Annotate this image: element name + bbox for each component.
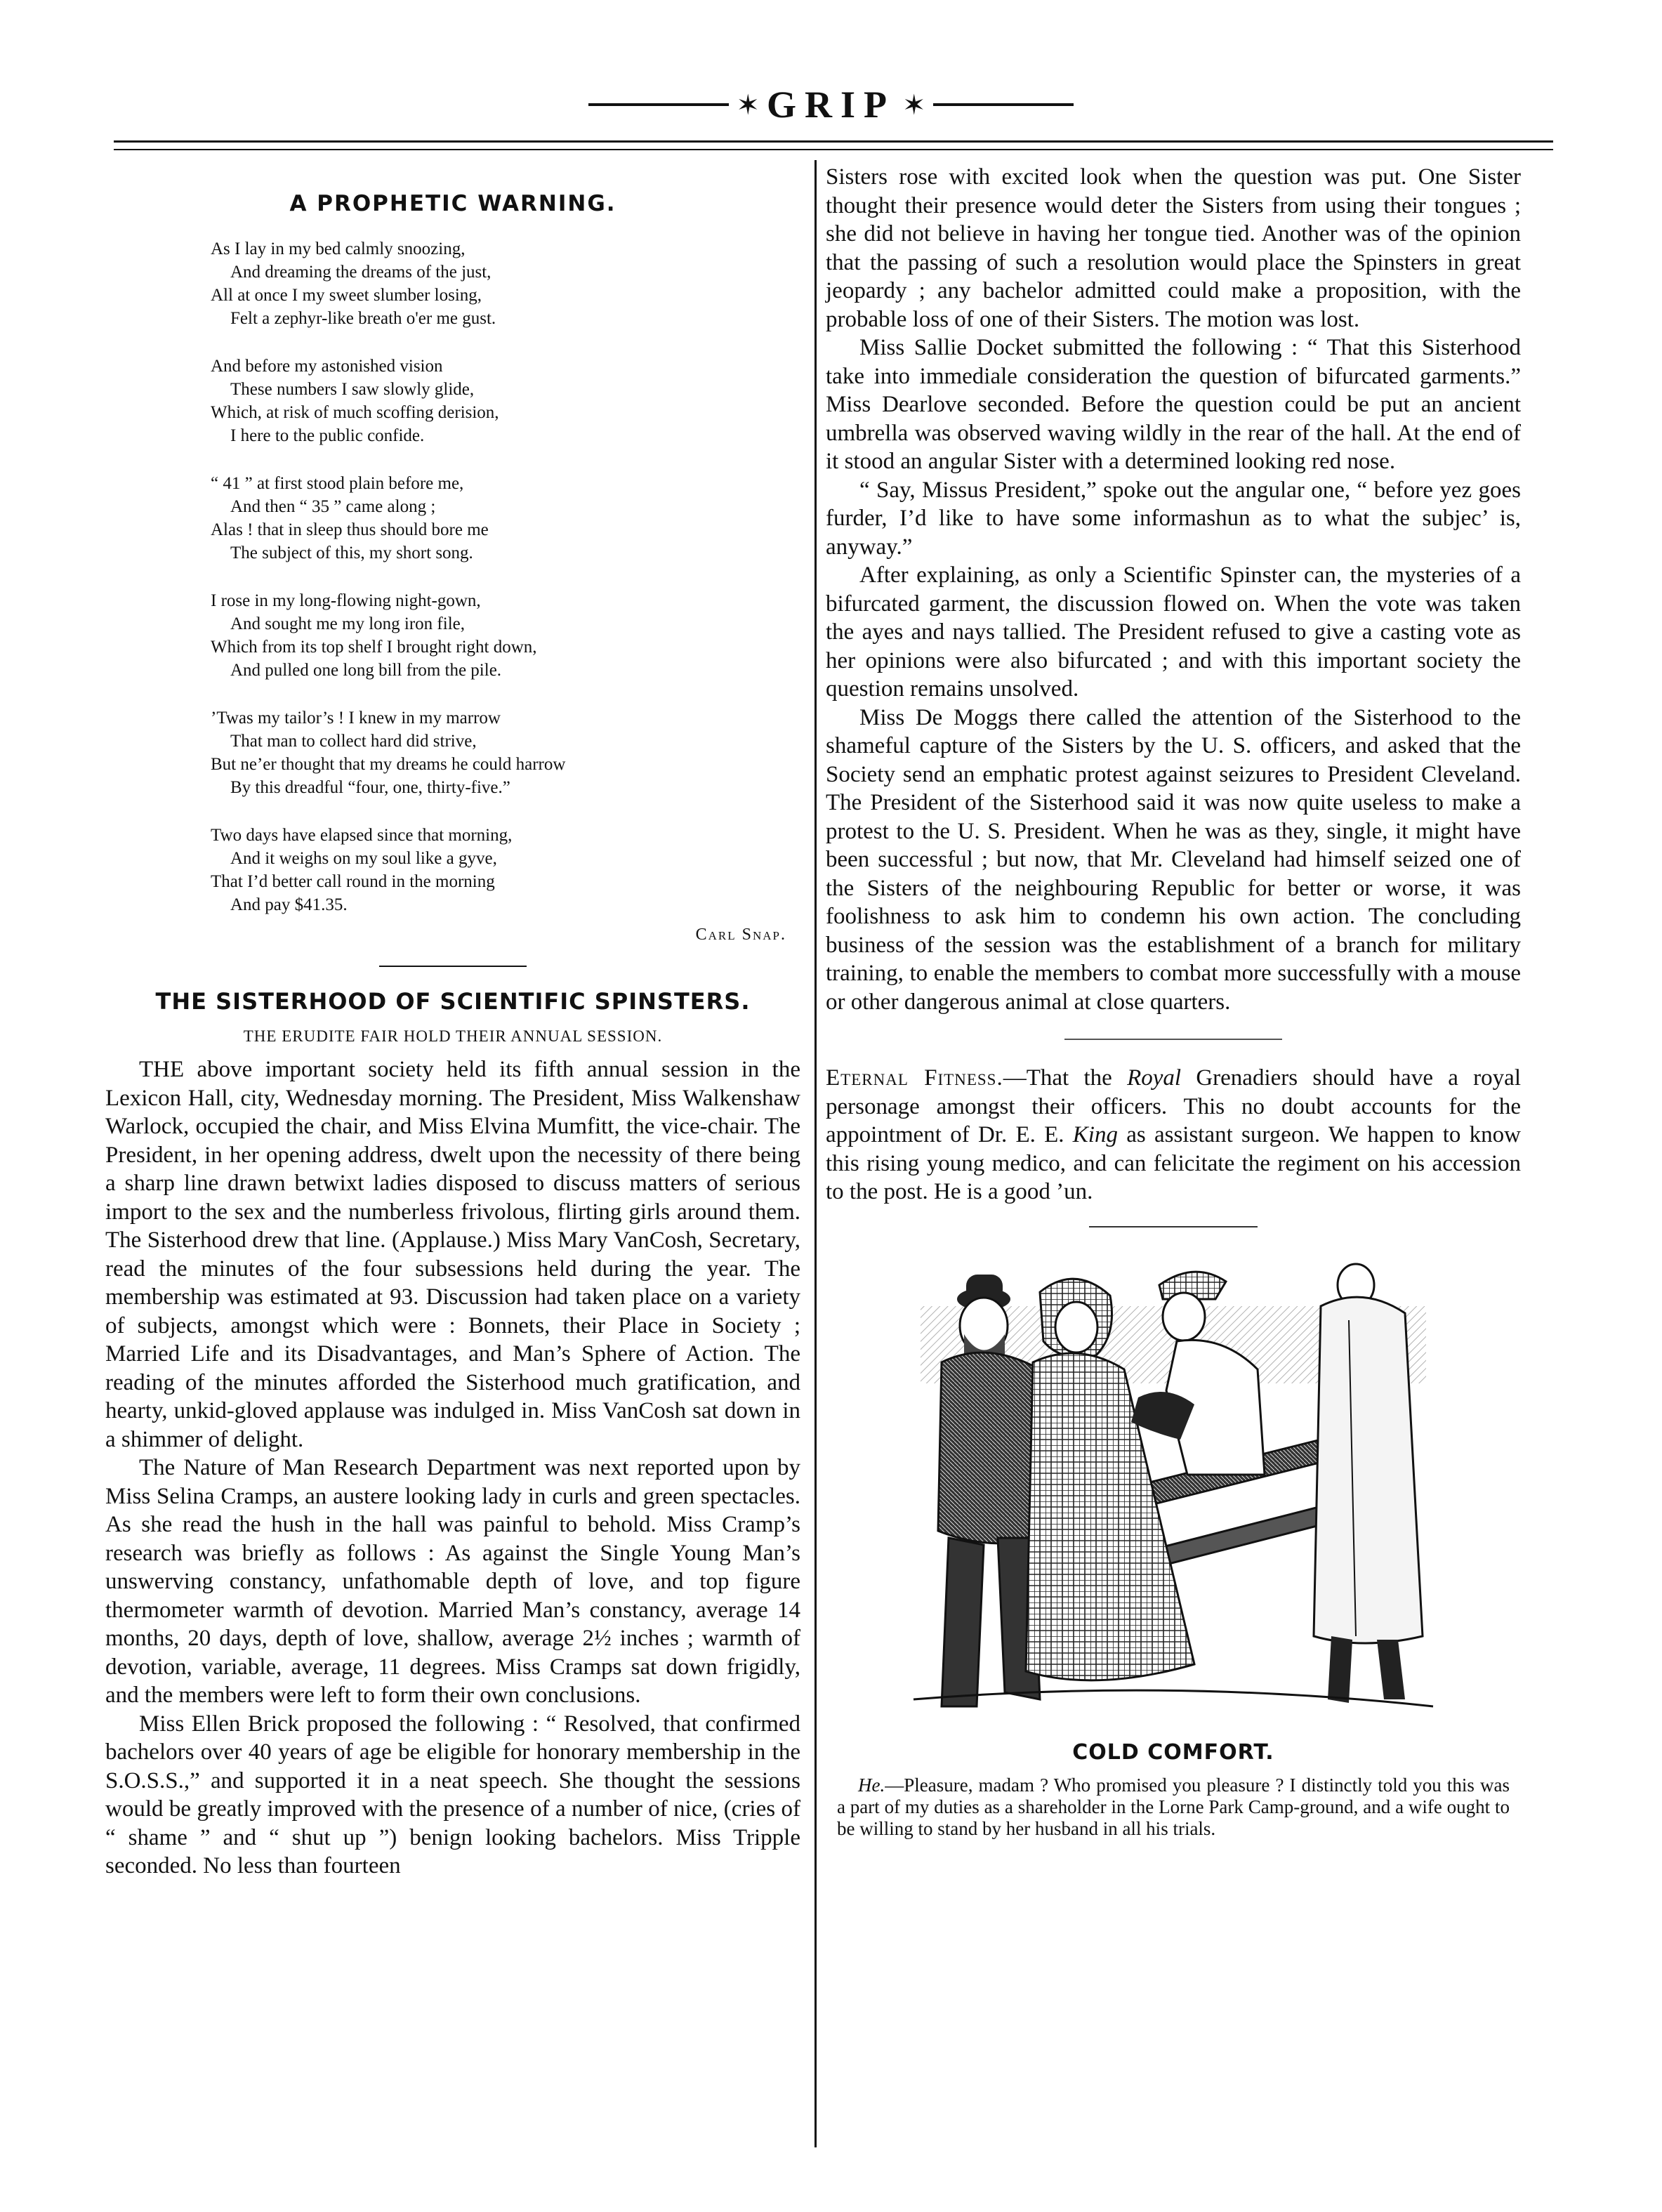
poem-line: As I lay in my bed calmly snoozing, xyxy=(211,239,466,258)
poem-line: And before my astonished vision xyxy=(211,357,443,376)
masthead-title: GRIP xyxy=(767,84,895,126)
article-paragraph: “ Say, Missus President,” spoke out the angular one, “ before yez goes furder, I’d like to have some informashun as to what the subjec’ is, anyway.” xyxy=(826,477,1521,560)
poem-line: And then “ 35 ” came along ; xyxy=(230,497,436,516)
column-divider xyxy=(814,160,817,2147)
poem-line: Two days have elapsed since that morning, xyxy=(211,826,513,845)
note-text: —That the xyxy=(1003,1065,1128,1091)
poem-line: I rose in my long-flowing night-gown, xyxy=(211,591,481,610)
masthead-rule-right xyxy=(933,103,1074,106)
article-paragraph: Sisters rose with excited look when the question was put. One Sister thought their presence would deter the Sisters from using their tongues ; she did not believe in having her tongue tied. Another was of the opinion that the passing of such a resolution would place the Spinsters in great jeopardy ; any bachelor admitted could make a proposition, with the probable loss of one of their Sisters. The motion was lost. xyxy=(826,164,1521,332)
note-italic: King xyxy=(1072,1122,1118,1147)
article-body-right xyxy=(826,163,1521,1016)
poem-line: Which from its top shelf I brought right down, xyxy=(211,638,537,657)
section-separator xyxy=(1064,1039,1282,1040)
caption-text: —Pleasure, madam ? Who promised you pleasure ? I distinctly told you this was a part of my duties as a shareholder in the Lorne Park Camp-ground, and a wife ought to be willing to stand by her husband in all his trials. xyxy=(837,1774,1510,1839)
note-lead: Eternal Fitness. xyxy=(826,1065,1003,1091)
caption-speaker: He. xyxy=(858,1774,885,1796)
poem-stanza xyxy=(211,237,800,330)
article-paragraph: Miss Sallie Docket submitted the following : “ That this Sisterhood take into immediale consideration the question of bifurcated garments.” Miss Dearlove seconded. Before the question could be put an ancient umbrella was observed waving wildly in the rear of the hall. At the end of it stood an angular Sister with a determined looking red nose. xyxy=(826,335,1521,474)
poem-stanza xyxy=(211,824,800,916)
star-icon: ✶ xyxy=(902,88,926,121)
cold-comfort-illustration xyxy=(899,1243,1447,1734)
poem-line: And pulled one long bill from the pile. xyxy=(230,661,502,680)
header-rule xyxy=(114,149,1553,150)
section-separator xyxy=(379,966,527,967)
poem-line: The subject of this, my short song. xyxy=(230,544,473,562)
poem-line: And it weighs on my soul like a gyve, xyxy=(230,849,497,868)
poem-stanza xyxy=(211,706,800,799)
article-title: THE SISTERHOOD OF SCIENTIFIC SPINSTERS. xyxy=(155,988,751,1015)
section-separator xyxy=(1089,1226,1258,1227)
poem-line: That I’d better call round in the morning xyxy=(211,872,495,891)
article-subtitle: THE ERUDITE FAIR HOLD THEIR ANNUAL SESSION. xyxy=(243,1027,663,1045)
poem-line: That man to collect hard did strive, xyxy=(230,732,477,751)
masthead-rule-left xyxy=(588,103,729,106)
poem-author: Carl Snap. xyxy=(695,926,786,944)
caption-paragraph xyxy=(837,1775,1510,1840)
poem-line: All at once I my sweet slumber losing, xyxy=(211,286,482,305)
poem-line: Felt a zephyr-like breath o'er me gust. xyxy=(230,309,496,328)
poem-line: And dreaming the dreams of the just, xyxy=(230,263,492,282)
note-paragraph xyxy=(826,1064,1521,1206)
cartoon-title: COLD COMFORT. xyxy=(1072,1739,1274,1765)
header-rule xyxy=(114,140,1553,143)
article-paragraph: THE above important society held its fifth annual session in the Lexicon Hall, city, Wednesday morning. The President, Miss Walkenshaw Warlock, occupied the chair, and Miss Elvina Mumfitt, the vice-chair. The President, in her opening address, dwelt upon the necessity of there being a sharp line drawn betwixt ladies disposed to discuss matters of serious import to the sex and the numberless frivolous, flirting girls around them. The Sisterhood drew that line. (Applause.) Miss Mary VanCosh, Secretary, read the minutes of the four subsessions held during the year. The membership was estimated at 93. Discussion had taken place on a variety of subjects, amongst which were : Bonnets, their Place in Society ; Married Life and its Disadvantages, and Man’s Sphere of Action. The reading of the minutes afforded the Sisterhood much gratification, and hearty, unkid-gloved applause was indulged in. Miss VanCosh sat down in a shimmer of delight. xyxy=(105,1057,800,1452)
note-text: as assistant surgeon. We happen to know this rising young medico, and can felicitate the regiment on his accession to the post. He is a good ’un. xyxy=(826,1122,1522,1204)
article-paragraph: The Nature of Man Research Department was next reported upon by Miss Selina Cramps, an austere looking lady in curls and green spectacles. As she read the hush in the hall was painful to behold. Miss Cramp’s research was briefly as follows : As against the Single Young Man’s unswerving constancy, unfathomable depth of love, and top figure thermometer warmth of devotion. Married Man’s constancy, average 14 months, 20 days, depth of love, shallow, average 2½ inches ; warmth of devotion, variable, average, 11 degrees. Miss Cramps sat down frigidly, and the members were left to form their own conclusions. xyxy=(105,1455,800,1708)
poem-title: A PROPHETIC WARNING. xyxy=(289,191,616,216)
poem-stanza xyxy=(211,355,800,447)
poem-line: And pay $41.35. xyxy=(230,895,348,914)
poem-line: “ 41 ” at first stood plain before me, xyxy=(211,474,464,493)
poem-line: Which, at risk of much scoffing derision, xyxy=(211,403,499,422)
poem-line: These numbers I saw slowly glide, xyxy=(230,380,475,399)
poem-line: By this dreadful “four, one, thirty-five.” xyxy=(230,778,510,797)
article-paragraph: Miss Ellen Brick proposed the following : “ Resolved, that confirmed bachelors over 40 years of age be eligible for honorary membership in the S.O.S.S.,” and supported it in a neat speech. She thought the sessions would be greatly improved with the presence of a number of nice, (cries of “ shame ” and “ shut up ”) benign looking bachelors. Miss Tripple seconded. No less than fourteen xyxy=(105,1711,800,1878)
poem-line: I here to the public confide. xyxy=(230,426,425,445)
poem-line: But ne’er thought that my dreams he could harrow xyxy=(211,755,566,774)
note-text: Grenadiers should have a royal personage amongst their officers. This no doubt accounts for the appointment of Dr. E. E. xyxy=(826,1065,1521,1147)
poem-stanza xyxy=(211,589,800,682)
eternal-fitness-note xyxy=(826,1064,1521,1206)
article-body-left xyxy=(105,1055,800,1881)
poem-line: Alas ! that in sleep thus should bore me xyxy=(211,520,489,539)
note-italic: Royal xyxy=(1127,1065,1182,1091)
poem-line: And sought me my long iron file, xyxy=(230,614,465,633)
poem-stanza xyxy=(211,472,800,565)
poem xyxy=(211,237,800,916)
star-icon: ✶ xyxy=(736,88,760,121)
poem-line: ’Twas my tailor’s ! I knew in my marrow xyxy=(211,709,501,728)
article-paragraph: After explaining, as only a Scientific Spinster can, the mysteries of a bifurcated garment, the discussion flowed on. When the vote was taken the ayes and nays tallied. The President refused to give a casting vote as her opinions were also bifurcated ; and with this important society the question remains unsolved. xyxy=(826,562,1521,702)
right-column xyxy=(826,163,1521,1840)
article-paragraph: Miss De Moggs there called the attention of the Sisterhood to the shameful capture of the Sisters by the U. S. officers, and asked that the Society send an emphatic protest against seizures to President Cleveland. The President of the Sisterhood said it was now quite useless to make a protest to the U. S. President. When he was as they, single, it might have been successful ; but now, that Mr. Cleveland had himself seized one of the Sisters of the neighbouring Republic for better or worse, it was foolishness to ask him to condemn his own action. The concluding business of the session was the establishment of a branch for military training, to enable the members to combat more successfully with a mouse or other dangerous animal at close quarters. xyxy=(826,704,1521,1015)
cartoon-caption xyxy=(826,1775,1521,1840)
masthead xyxy=(0,83,1662,139)
left-column xyxy=(105,163,800,1881)
